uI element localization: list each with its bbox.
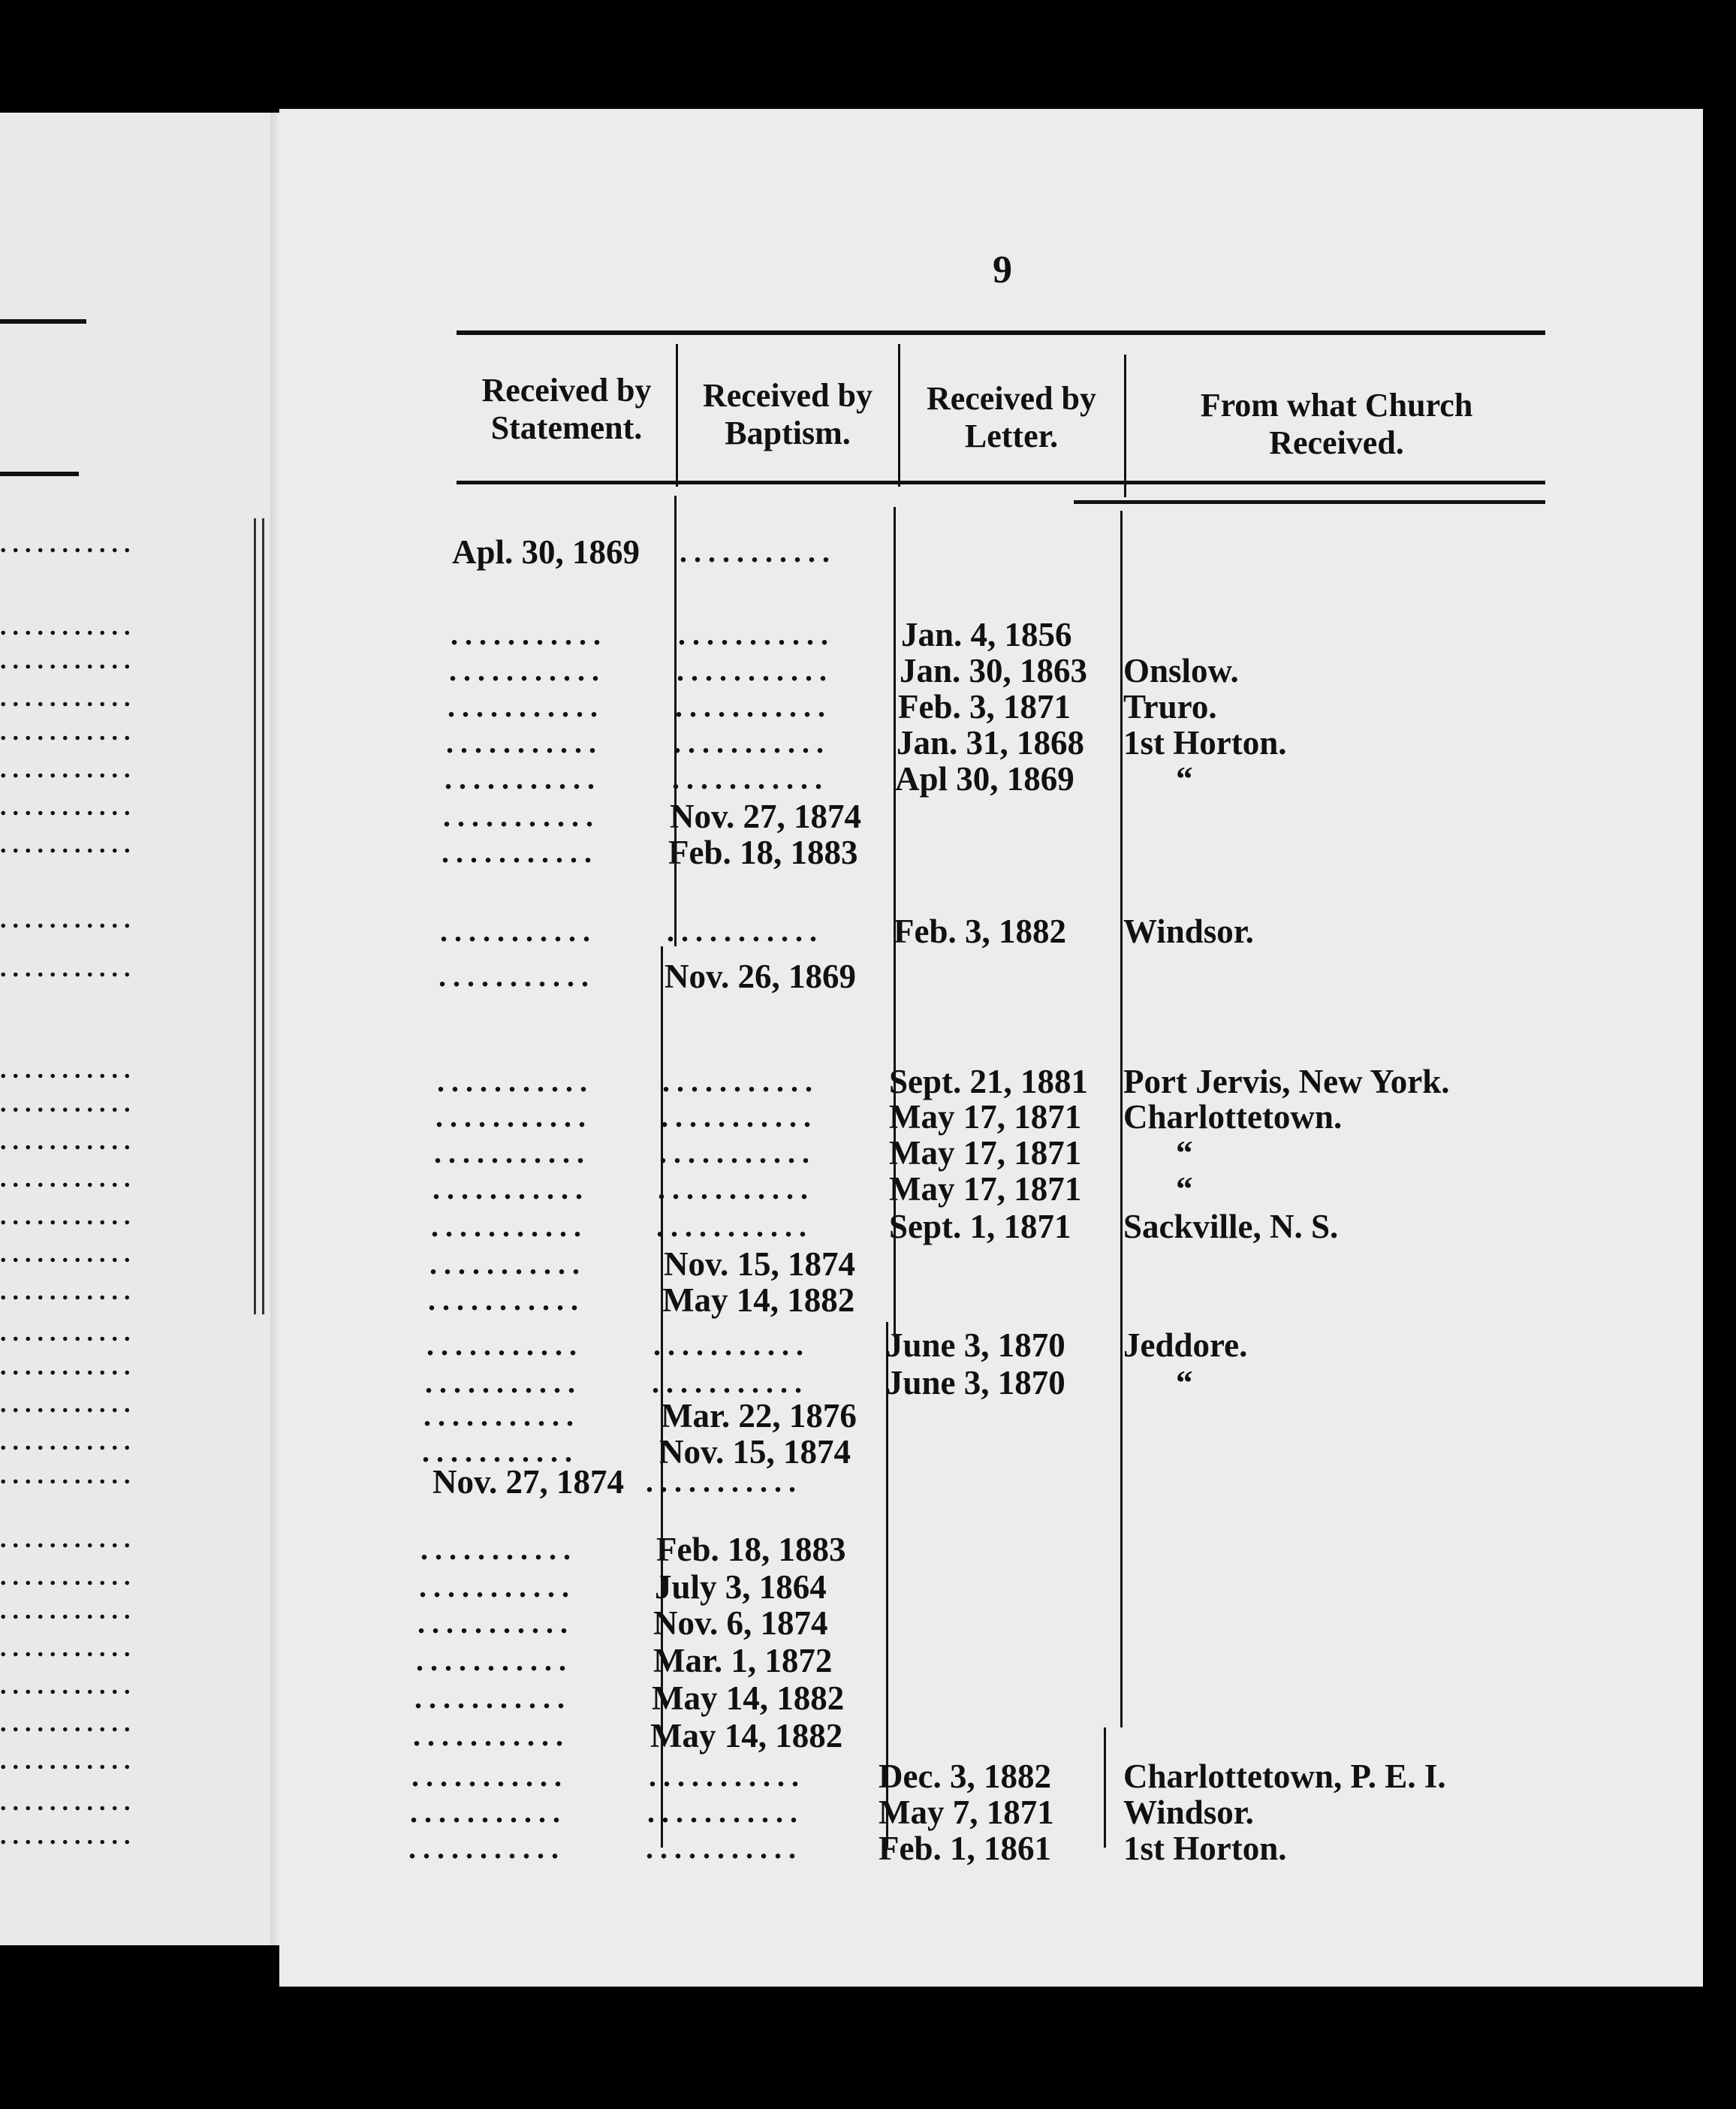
left-page-dot-leader: ........... (0, 1709, 137, 1737)
dot-leader: ........... (434, 1136, 591, 1169)
left-page-dot-leader: ........... (0, 1202, 137, 1230)
left-page-dot-leader: ........... (0, 1597, 137, 1625)
church-name: Onslow. (1123, 652, 1239, 689)
dot-leader: ........... (416, 1643, 573, 1677)
left-page-rule (0, 319, 86, 324)
left-page-dot-leader: ........... (0, 718, 137, 746)
statement-date: Nov. 27, 1874 (432, 1463, 625, 1501)
letter-date: Feb. 1, 1861 (879, 1830, 1051, 1867)
dot-leader: ........... (442, 835, 598, 869)
dot-leader: ........... (445, 762, 601, 795)
statement-date: Apl. 30, 1869 (452, 533, 640, 571)
baptism-date: Nov. 27, 1874 (670, 798, 862, 835)
left-page-dot-leader: ........... (0, 530, 137, 558)
dot-leader: ........... (653, 1328, 810, 1362)
dot-leader: ........... (422, 1435, 579, 1468)
dot-leader: ........... (661, 1100, 818, 1133)
left-page-dot-leader: ........... (0, 793, 137, 821)
baptism-date: May 14, 1882 (662, 1281, 855, 1319)
left-page-dot-leader: ........... (0, 1127, 137, 1155)
dot-leader: ........... (413, 1718, 570, 1752)
column-rule-letter-lower (1104, 1727, 1106, 1848)
column-rule-letter (1120, 511, 1123, 1727)
dot-leader: ........... (652, 1365, 809, 1399)
letter-date: Feb. 3, 1882 (894, 913, 1066, 950)
dot-leader: ........... (672, 762, 829, 795)
letter-date: Jan. 4, 1856 (901, 616, 1072, 653)
dot-leader: ........... (677, 653, 833, 687)
dot-leader: ........... (411, 1759, 568, 1793)
margin-bracket (254, 518, 264, 1314)
dot-leader: ........... (417, 1606, 574, 1640)
baptism-date: May 14, 1882 (650, 1717, 843, 1754)
dot-leader: ........... (414, 1681, 571, 1715)
dot-leader: ........... (436, 1100, 592, 1133)
dot-leader: ........... (443, 799, 600, 833)
left-page-dot-leader: ........... (0, 1353, 137, 1380)
dot-leader: ........... (649, 1759, 806, 1793)
letter-date: Apl 30, 1869 (895, 760, 1074, 798)
left-page-dot-leader: ........... (0, 647, 137, 674)
dot-leader: ........... (426, 1328, 583, 1362)
letter-date: May 17, 1871 (889, 1134, 1082, 1172)
dot-leader: ........... (646, 1465, 803, 1498)
left-page-dot-leader: ........... (0, 1390, 137, 1418)
left-page-dot-leader: ........... (0, 613, 137, 641)
baptism-date: Nov. 26, 1869 (665, 958, 857, 995)
left-page-rule (0, 472, 79, 476)
dot-leader: ........... (647, 1795, 804, 1829)
baptism-date: Mar. 1, 1872 (653, 1642, 833, 1679)
baptism-date: Mar. 22, 1876 (661, 1397, 857, 1435)
church-name: Sackville, N. S. (1123, 1208, 1339, 1245)
dot-leader: ........... (419, 1570, 576, 1604)
left-page-dot-leader: ........... (0, 1634, 137, 1662)
dot-leader: ........... (423, 1398, 580, 1432)
letter-date: Sept. 21, 1881 (889, 1063, 1089, 1100)
dot-leader: ........... (674, 726, 830, 759)
header-baptism: Received by Baptism. (702, 377, 873, 451)
letter-date: May 17, 1871 (889, 1170, 1082, 1208)
dot-leader: ........... (429, 1247, 586, 1281)
left-page-dot-leader: ........... (0, 1278, 137, 1305)
header-divider (898, 344, 900, 487)
ditto-mark: “ (1176, 1364, 1193, 1401)
church-name: 1st Horton. (1123, 724, 1287, 762)
letter-date: Dec. 3, 1882 (879, 1758, 1051, 1795)
church-name: Truro. (1123, 688, 1217, 726)
dot-leader: ........... (431, 1209, 588, 1243)
letter-date: May 17, 1871 (889, 1098, 1082, 1136)
baptism-date: Feb. 18, 1883 (668, 834, 858, 871)
left-page-dot-leader: ........... (0, 1563, 137, 1591)
dot-leader: ........... (448, 689, 604, 723)
baptism-date: Nov. 6, 1874 (653, 1604, 828, 1642)
church-name: Port Jervis, New York. (1123, 1063, 1450, 1100)
dot-leader: ........... (410, 1795, 567, 1829)
left-page-dot-leader: ........... (0, 684, 137, 712)
dot-leader: ........... (658, 1172, 815, 1205)
baptism-date: Nov. 15, 1874 (664, 1245, 856, 1283)
baptism-date: Nov. 15, 1874 (659, 1433, 851, 1471)
church-name: 1st Horton. (1123, 1830, 1287, 1867)
left-page-dot-leader: ........... (0, 1822, 137, 1850)
church-name: Jeddore. (1123, 1326, 1248, 1364)
left-page-dot-leader: ........... (0, 831, 137, 858)
header-letter: Received by Letter. (926, 380, 1097, 454)
header-church: From what Church Received. (1200, 387, 1473, 461)
letter-date: Jan. 30, 1863 (900, 652, 1088, 689)
dot-leader: ........... (451, 617, 607, 651)
header-bottom-rule-2 (1074, 500, 1545, 504)
left-page-dot-leader: ........... (0, 756, 137, 783)
left-page-dot-leader: ........... (0, 1090, 137, 1118)
left-page-dot-leader: ........... (0, 1319, 137, 1347)
header-top-rule (457, 330, 1545, 335)
left-page-dot-leader: ........... (0, 1525, 137, 1553)
left-page-dot-leader: ........... (0, 1672, 137, 1700)
left-page-dot-leader: ........... (0, 1747, 137, 1775)
dot-leader: ........... (680, 535, 836, 569)
dot-leader: ........... (440, 914, 597, 948)
dot-leader: ........... (659, 1136, 816, 1169)
header-divider (676, 344, 678, 487)
left-page-dot-leader: ........... (0, 955, 137, 982)
ditto-mark: “ (1176, 760, 1193, 798)
dot-leader: ........... (675, 689, 832, 723)
dot-leader: ........... (425, 1365, 582, 1399)
dot-leader: ........... (449, 653, 606, 687)
dot-leader: ........... (420, 1532, 577, 1566)
dot-leader: ........... (432, 1172, 589, 1205)
church-name: Windsor. (1123, 1794, 1254, 1831)
letter-date: June 3, 1870 (886, 1364, 1065, 1401)
left-page-dot-leader: ........... (0, 1428, 137, 1456)
church-name: Charlottetown, P. E. I. (1123, 1758, 1446, 1795)
dot-leader: ........... (678, 617, 835, 651)
church-name: Charlottetown. (1123, 1098, 1343, 1136)
left-page-dot-leader: ........... (0, 1056, 137, 1084)
left-page (0, 113, 279, 1945)
header-bottom-rule (457, 481, 1545, 484)
header-statement: Received by Statement. (481, 372, 652, 446)
header-divider (1124, 355, 1126, 497)
baptism-date: May 14, 1882 (652, 1679, 845, 1717)
left-page-dot-leader: ........... (0, 1462, 137, 1489)
dot-leader: ........... (656, 1209, 813, 1243)
baptism-date: Feb. 18, 1883 (656, 1531, 846, 1568)
page-number: 9 (993, 249, 1012, 291)
dot-leader: ........... (437, 1064, 594, 1098)
letter-date: Sept. 1, 1871 (889, 1208, 1071, 1245)
dot-leader: ........... (667, 914, 824, 948)
left-page-dot-leader: ........... (0, 1165, 137, 1193)
left-page-dot-leader: ........... (0, 1788, 137, 1816)
ditto-mark: “ (1176, 1134, 1193, 1172)
dot-leader: ........... (439, 959, 595, 993)
letter-date: June 3, 1870 (886, 1326, 1065, 1364)
ditto-mark: “ (1176, 1170, 1193, 1208)
dot-leader: ........... (662, 1064, 819, 1098)
dot-leader: ........... (646, 1831, 803, 1865)
dot-leader: ........... (408, 1831, 565, 1865)
church-name: Windsor. (1123, 913, 1254, 950)
letter-date: May 7, 1871 (879, 1794, 1054, 1831)
left-page-dot-leader: ........... (0, 1240, 137, 1268)
letter-date: Feb. 3, 1871 (898, 688, 1071, 726)
baptism-date: July 3, 1864 (655, 1568, 827, 1606)
dot-leader: ........... (428, 1283, 585, 1317)
dot-leader: ........... (446, 726, 603, 759)
left-page-dot-leader: ........... (0, 906, 137, 934)
letter-date: Jan. 31, 1868 (897, 724, 1085, 762)
